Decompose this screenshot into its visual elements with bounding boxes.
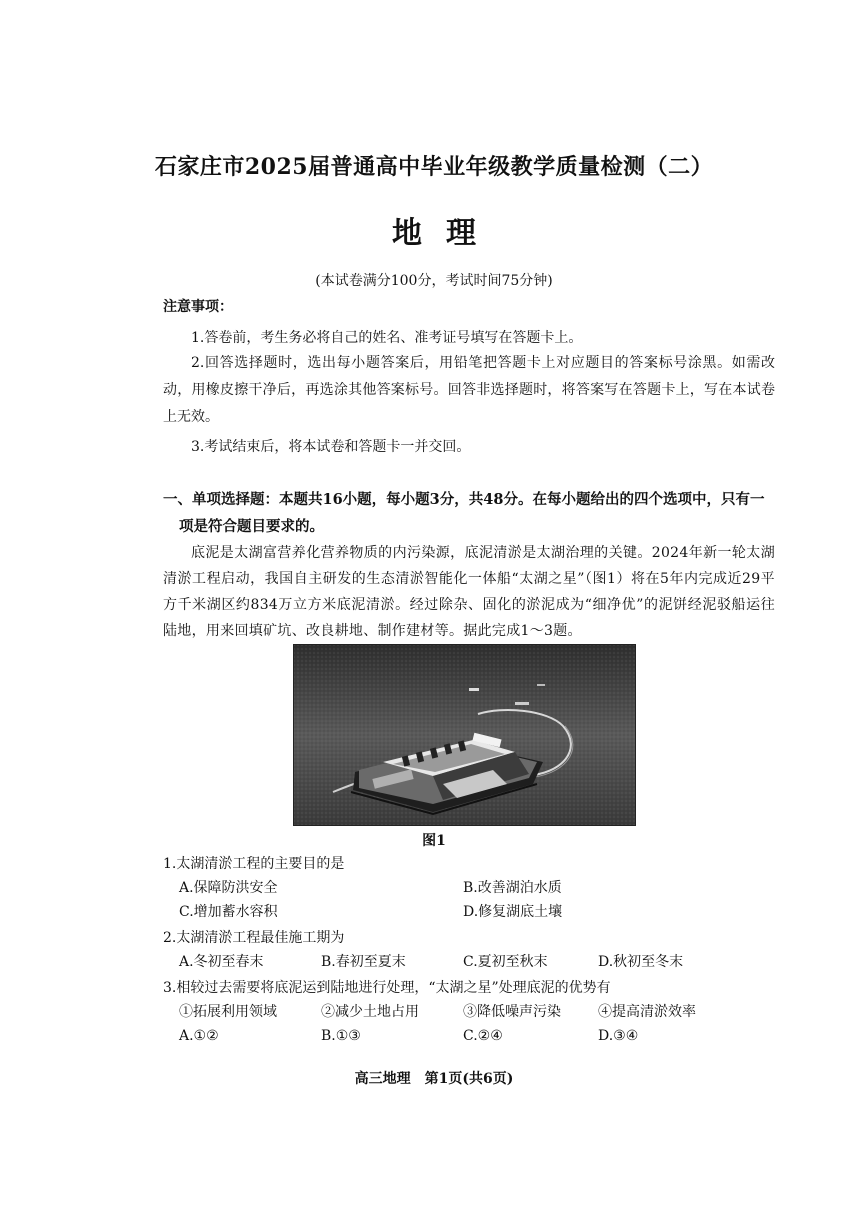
reading-passage: 底泥是太湖富营养化营养物质的内污染源，底泥清淤是太湖治理的关键。2024年新一轮太湖清淤工程启动，我国自主研发的生态清淤智能化一体船“太湖之星”（图1）将在5年内完成近29平方千米湖区约834万立方米底泥清淤。经过除杂、固化的淤泥成为“细净优”的泥饼经泥驳船运往陆地，用来回填矿坑、改良耕地、制作建材等。据此完成1～3题。	[163, 545, 775, 639]
question-stem: 1.太湖清淤工程的主要目的是	[163, 856, 345, 872]
option-d: D.③④	[598, 1028, 639, 1044]
dredging-ship-photo	[293, 644, 636, 826]
figure-caption: 图1	[422, 833, 446, 849]
option-c: C.②④	[463, 1028, 503, 1044]
subject-title: 地理	[392, 216, 500, 251]
question-2	[163, 926, 775, 970]
question-3	[163, 976, 775, 1044]
statement-2: ②减少土地占用	[321, 1004, 419, 1020]
option-b: B.改善湖泊水质	[463, 880, 562, 896]
page-footer: 高三地理 第1页(共6页)	[354, 1071, 514, 1087]
option-d: D.秋初至冬末	[598, 954, 684, 970]
question-stem: 3.相较过去需要将底泥运到陆地进行处理，“太湖之星”处理底泥的优势有	[163, 980, 611, 996]
notice-item-2: 2.回答选择题时，选出每小题答案后，用铅笔把答题卡上对应题目的答案标号涂黑。如需改动，用橡皮擦干净后，再选涂其他答案标号。回答非选择题时，将答案写在答题卡上，写在本试卷上无效。	[163, 355, 775, 425]
section-heading: 一、单项选择题：本题共16小题，每小题3分，共48分。在每小题给出的四个选项中，只有一项是符合题目要求的。	[163, 491, 765, 535]
statement-4: ④提高清淤效率	[598, 1004, 696, 1020]
question-stem: 2.太湖清淤工程最佳施工期为	[163, 930, 345, 946]
option-d: D.修复湖底土壤	[463, 904, 563, 920]
notice-item-1: 1.答卷前，考生务必将自己的姓名、准考证号填写在答题卡上。	[191, 330, 583, 346]
option-b: B.春初至夏末	[321, 954, 406, 970]
option-c: C.夏初至秋末	[463, 954, 548, 970]
option-a: A.冬初至春末	[179, 954, 264, 970]
option-a: A.①②	[179, 1028, 219, 1044]
question-1	[163, 852, 775, 920]
option-c: C.增加蓄水容积	[179, 904, 278, 920]
statement-1: ①拓展利用领域	[179, 1004, 277, 1020]
notice-item-3: 3.考试结束后，将本试卷和答题卡一并交回。	[191, 439, 471, 455]
exam-title: 石家庄市2025届普通高中毕业年级教学质量检测（二）	[154, 154, 714, 180]
statement-3: ③降低噪声污染	[463, 1004, 561, 1020]
notice-heading: 注意事项：	[163, 299, 233, 315]
exam-info: (本试卷满分100分，考试时间75分钟)	[315, 273, 553, 289]
option-b: B.①③	[321, 1028, 361, 1044]
option-a: A.保障防洪安全	[179, 880, 278, 896]
